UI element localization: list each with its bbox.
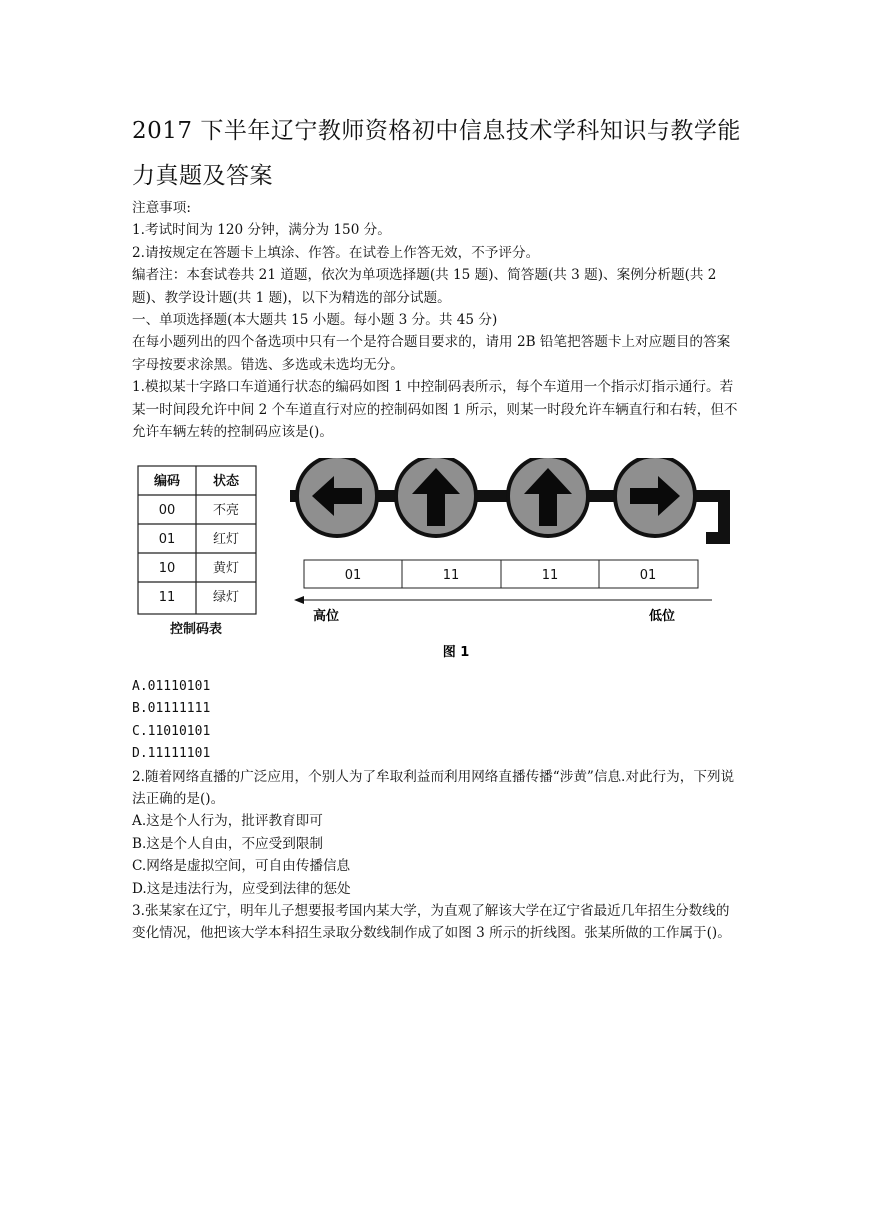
q2-option-b: B.这是个人自由，不应受到限制 [132,835,324,852]
table-cell-code: 01 [158,532,176,547]
table-cell-code: 00 [158,503,176,518]
figure-1 [130,458,740,674]
table-cell-status: 绿灯 [212,590,240,605]
figure-1-svg [130,458,740,670]
instructions [132,197,742,443]
high-bit-label: 高位 [312,609,340,624]
table-cell-code: 11 [158,590,176,605]
page-title-line2: 力真题及答案 [132,163,273,189]
q2-option-a: A.这是个人行为，批评教育即可 [132,813,323,830]
page-title-line1: 2017 下半年辽宁教师资格初中信息技术学科知识与教学能 [132,118,741,144]
table-caption: 控制码表 [169,622,223,637]
up-arrow-icon [508,458,588,536]
up-arrow-icon [396,458,476,536]
q2-option-d: D.这是违法行为，应受到法律的惩处 [132,880,351,897]
bit-order-arrow [294,596,712,604]
note-1: 1.考试时间为 120 分钟，满分为 150 分。 [132,222,391,239]
editor-note: 编者注：本套试卷共 21 道题，依次为单项选择题(共 15 题)、简答题(共 3 题)、案例分析题(共 2 题)、教学设计题(共 1 题)，以下为精选的部分试题。 [132,267,717,306]
questions-block [132,676,742,945]
right-arrow-icon [615,458,695,536]
section-heading: 一、单项选择题(本大题共 15 小题。每小题 3 分。共 45 分) [132,312,498,329]
code-box-value: 11 [541,568,559,583]
q1-option-c: C.11010101 [132,723,211,739]
table-header-status: 状态 [212,474,240,489]
table-cell-code: 10 [158,561,176,576]
question-2-stem: 2.随着网络直播的广泛应用，个别人为了牟取利益而利用网络直播传播“涉黄”信息.对此行为，下列说法正确的是()。 [132,768,735,808]
low-bit-label: 低位 [648,609,676,624]
q1-option-d: D.11111101 [132,746,211,762]
question-1-stem: 1.模拟某十字路口车道通行状态的编码如图 1 中控制码表所示，每个车道用一个指示灯指示通行。若某一时间段允许中间 2 个车道直行对应的控制码如图 1 所示，则某一时段允许车辆直行和右转，但不允许车辆左转的控制码应该是()。 [132,379,738,441]
note-2: 2.请按规定在答题卡上填涂、作答。在试卷上作答无效，不予评分。 [132,244,540,261]
notes-heading: 注意事项: [132,200,191,216]
q1-option-a: A.01110101 [132,679,211,694]
table-header-code: 编码 [153,474,181,489]
figure-caption: 图 1 [442,645,470,660]
left-arrow-icon [297,458,377,536]
code-box-value: 01 [639,568,657,583]
q2-option-c: C.网络是虚拟空间，可自由传播信息 [132,858,351,875]
q1-option-b: B.01111111 [132,701,211,717]
code-box-value: 11 [442,568,460,583]
code-box-value: 01 [344,568,362,583]
table-cell-status: 不亮 [212,503,240,518]
section-instructions: 在每小题列出的四个备选项中只有一个是符合题目要求的，请用 2B 铅笔把答题卡上对应题目的答案字母按要求涂黑。错选、多选或未选均无分。 [132,334,731,373]
table-cell-status: 黄灯 [212,561,240,576]
question-3-stem: 3.张某家在辽宁，明年儿子想要报考国内某大学，为直观了解该大学在辽宁省最近几年招生分数线的变化情况，他把该大学本科招生录取分数线制作成了如图 3 所示的折线图。张某所做的工作属于()。 [132,903,731,942]
table-cell-status: 红灯 [212,532,240,547]
